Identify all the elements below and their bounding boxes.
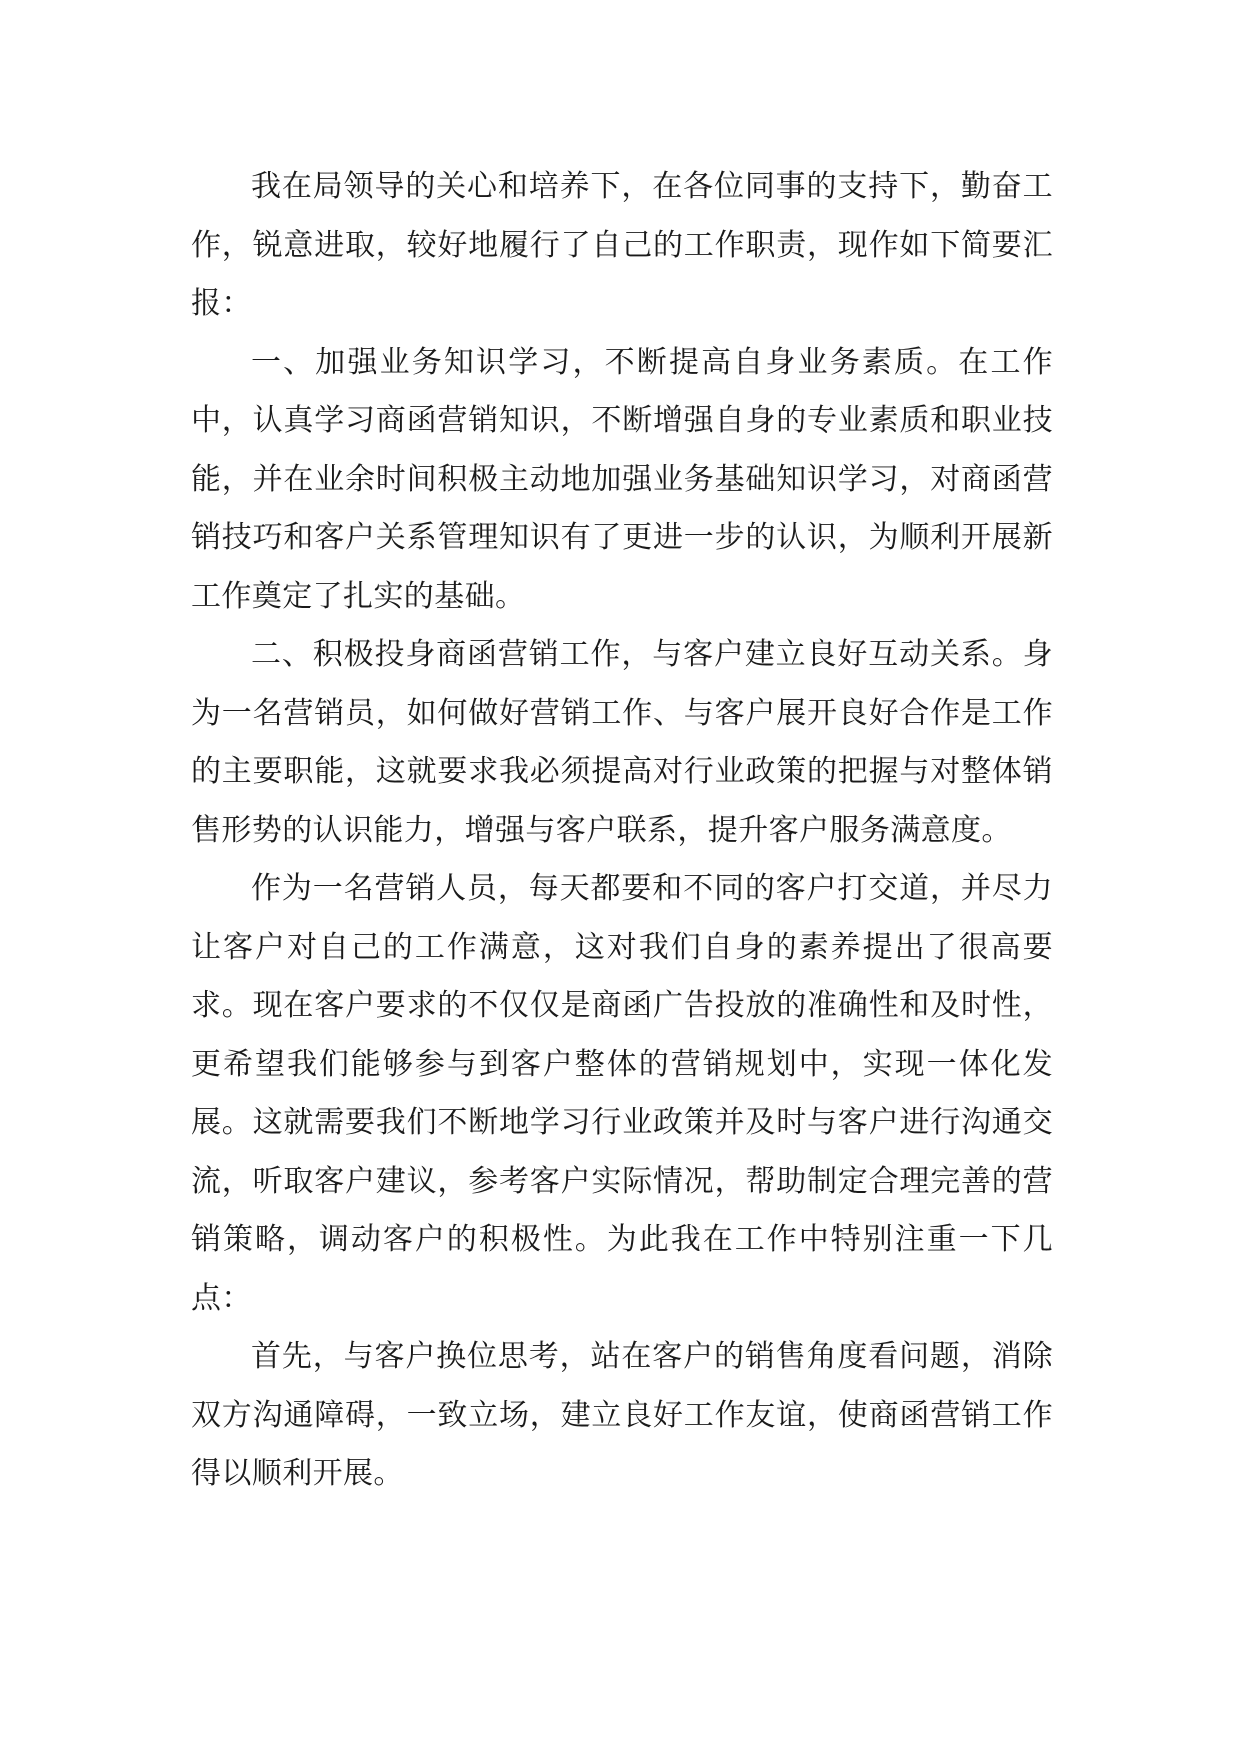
paragraph-first-point: 首先，与客户换位思考，站在客户的销售角度看问题，消除双方沟通障碍，一致立场，建立良好工作友谊，使商函营销工作得以顺利开展。 bbox=[191, 1339, 1053, 1491]
paragraph-section-one: 一、加强业务知识学习，不断提高自身业务素质。在工作中，认真学习商函营销知识，不断增强自身的专业素质和职业技能，并在业余时间积极主动地加强业务基础知识学习，对商函营销技巧和客户关系管理知识有了更进一步的认识，为顺利开展新工作奠定了扎实的基础。 bbox=[191, 344, 1053, 614]
paragraph-marketing-role: 作为一名营销人员，每天都要和不同的客户打交道，并尽力让客户对自己的工作满意，这对我们自身的素养提出了很高要求。现在客户要求的不仅仅是商函广告投放的准确性和及时性，更希望我们能够参与到客户整体的营销规划中，实现一体化发展。这就需要我们不断地学习行业政策并及时与客户进行沟通交流，听取客户建议，参考客户实际情况，帮助制定合理完善的营销策略，调动客户的积极性。为此我在工作中特别注重一下几点： bbox=[191, 871, 1053, 1316]
document-body bbox=[191, 158, 1053, 1504]
paragraph-intro: 我在局领导的关心和培养下，在各位同事的支持下，勤奋工作，锐意进取，较好地履行了自己的工作职责，现作如下简要汇报： bbox=[191, 169, 1053, 321]
paragraph-section-two: 二、积极投身商函营销工作，与客户建立良好互动关系。身为一名营销员，如何做好营销工作、与客户展开良好合作是工作的主要职能，这就要求我必须提高对行业政策的把握与对整体销售形势的认识能力，增强与客户联系，提升客户服务满意度。 bbox=[191, 637, 1053, 848]
